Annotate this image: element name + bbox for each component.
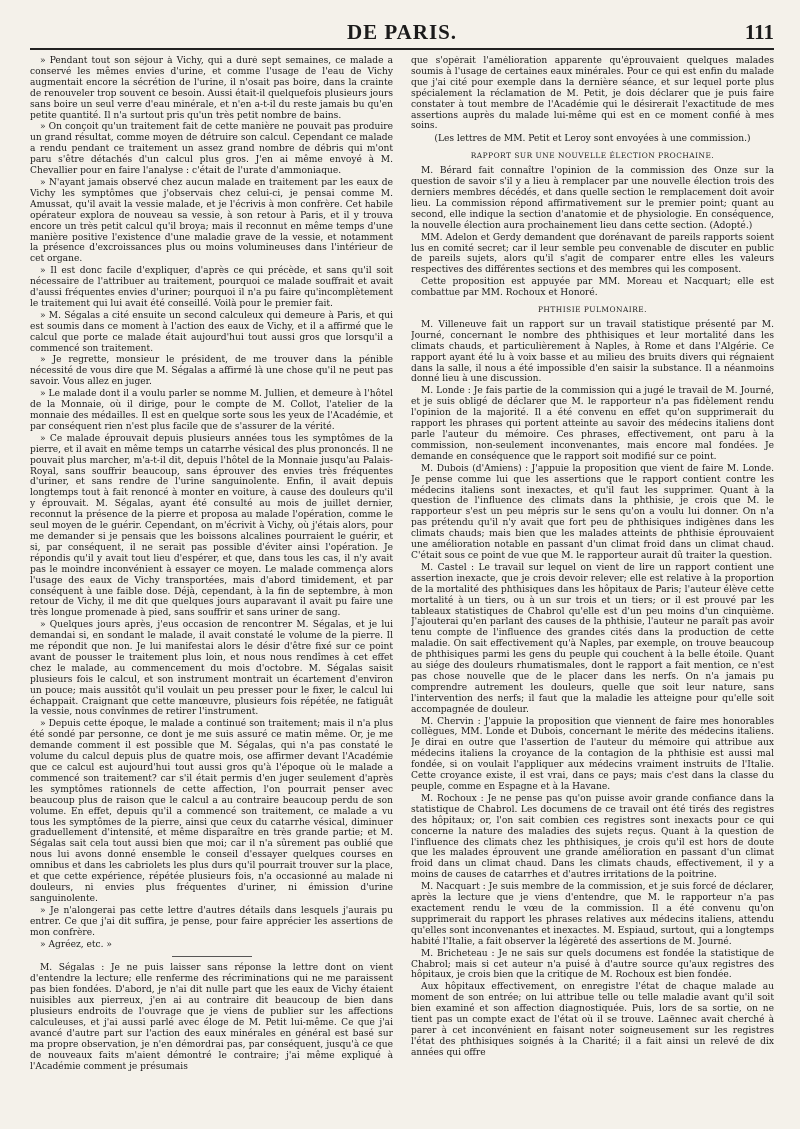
paragraph: M. Chervin : J'appuie la proposition que viennent de faire mes honorables collègues, MM. Londe et Dubois, concernant le mérite des médecins italiens. Je dirai en outre que l'assertion de l'auteur du mémoire qui attribue aux médecins italiens la croyance de la contagion de la phthisie est aussi mal fondée, si on voulait l'appliquer aux médecins vraiment instruits de l'Italie. Cette croyance existe, il est vrai, dans ce pays; mais c'est dans la classe du peuple, comme en Espagne et à la Havane.	[411, 716, 774, 792]
section-heading: PHTHISIE PULMONAIRE.	[537, 305, 648, 315]
section-heading: RAPPORT SUR UNE NOUVELLE ÉLECTION PROCHAINE.	[470, 151, 715, 161]
paragraph: M. Nacquart : Je suis membre de la commission, et je suis forcé de déclarer, après la lecture que je viens d'entendre, que M. le rapporteur n'a pas exactement rendu le vœu de la commission. Il a été convenu qu'on supprimerait du rapport les phrases relatives aux médecins italiens, attendu qu'elles sont inconvenantes et inexactes. M. Espiaud, surtout, qui a longtemps habité l'Italie, a fait observer la légèreté des assertions de M. Journé.	[411, 882, 774, 947]
columns	[30, 56, 774, 1124]
paragraph: » Il est donc facile d'expliquer, d'après ce qui précède, et sans qu'il soit nécessaire de l'attribuer au traitement, pourquoi ce malade souffrait et avait d'aussi fréquentes envies d'uriner; pourquoi il n'a pu faire qu'incomplètement le traitement qui lui avait été conseillé. Voilà pour le premier fait.	[30, 266, 393, 309]
paragraph: M. Dubois (d'Amiens) : J'appuie la proposition que vient de faire M. Londe. Je pense comme lui que les assertions que le rapport contient contre les médecins italiens sont inexactes, et qu'il faut les supprimer. Quant à la question de l'influence des climats dans la phthisie, je crois que M. le rapporteur s'est un peu mépris sur le sens qu'on a voulu lui donner. On n'a pas prétendu qu'il n'y avait que fort peu de phthisiques indigènes dans les climats chauds; mais bien que les malades atteints de phthisie éprouvaient une amélioration notable en passant d'un climat froid dans un climat chaud. C'était sous ce point de vue que M. le rapporteur aurait dû traiter la question.	[411, 463, 774, 561]
paragraph: M. Bricheteau : Je ne sais sur quels documens est fondée la statistique de Chabrol; mais si cet auteur n'a puisé à d'autre source qu'aux registres des hôpitaux, je crois bien que la critique de M. Rochoux est bien fondée.	[411, 948, 774, 981]
paragraph: Cette proposition est appuyée par MM. Moreau et Nacquart; elle est combattue par MM. Rochoux et Honoré.	[411, 277, 774, 299]
paragraph: M. Villeneuve fait un rapport sur un travail statistique présenté par M. Journé, concernant le nombre des phthisiques et leur mortalité dans les climats chauds, et particulièrement à Naples, à Rome et dans l'Algérie. Ce rapport ayant été lu à voix basse et au milieu des bruits divers qui régnaient dans la salle, il nous a été impossible d'en saisir la substance. Il a néanmoins donné lieu à une discussion.	[411, 319, 774, 385]
paragraph: M. Bérard fait connaître l'opinion de la commission des Onze sur la question de savoir s'il y a lieu à remplacer par une nouvelle élection trois des derniers membres décédés, et dans quelle section le remplacement doit avoir lieu. La commission répond affirmativement sur le premier point; quant au second, elle indique la section d'anatomie et de physiologie. En conséquence, la nouvelle élection aura prochainement lieu dans cette section. (Adopté.)	[411, 166, 774, 231]
paragraph: » Je n'alongerai pas cette lettre d'autres détails dans lesquels j'aurais pu entrer. Ce que j'ai dit suffira, je pense, pour faire apprécier les assertions de mon confrère.	[30, 905, 393, 938]
paragraph: M. Rochoux : Je ne pense pas qu'on puisse avoir grande confiance dans la statistique de Chabrol. Les documens de ce travail ont été tirés des registres des hôpitaux; or, l'on sait combien ces registres sont inexacts pour ce qui concerne la nature des maladies des sujets reçus. Quant à la question de l'influence des climats chez les phthisiques, je crois qu'il est hors de doute que les malades éprouvent une grande amélioration en passant d'un climat froid dans un climat chaud. Dans les climats chauds, effectivement, il y a moins de causes de catarrhes et d'autres irritations de la poitrine.	[411, 793, 774, 881]
right-column	[411, 56, 774, 1124]
paragraph: » M. Ségalas a cité ensuite un second calculeux qui demeure à Paris, et qui est soumis dans ce moment à l'action des eaux de Vichy, et il a affirmé que le calcul que porte ce malade était aujourd'hui tout aussi gros que lorsqu'il a commencé son traitement.	[30, 310, 393, 354]
page-title: DE PARIS.	[346, 20, 458, 44]
page-header	[30, 14, 774, 50]
paragraph: M. Castel : Le travail sur lequel on vient de lire un rapport contient une assertion inexacte, que je crois devoir relever; elle est relative à la proportion de la mortalité des phthisiques dans les hôpitaux de Paris; l'auteur élève cette mortalité à un tiers, ou à un sur trois et un tiers; or il est prouvé par les tableaux statistiques de Chabrol qu'elle est d'un peu moins d'un cinquième. J'ajouterai qu'en parlant des causes de la phthisie, l'auteur ne paraît pas avoir tenu compte de l'influence des grandes cités dans la production de cette maladie. On sait effectivement qu'à Naples, par exemple, on trouve beaucoup de phthisiques parmi les gens du peuple qui couchent à la belle étoile. Quant au siége des douleurs rhumatismales, dont le rapport a fait mention, ce n'est pas chose nouvelle que de le placer dans les nerfs. On n'a jamais pu comprendre autrement les douleurs, quelle que soit leur nature, sans l'intervention des nerfs; il faut que la maladie les atteigne pour qu'elle soit accompagnée de douleur.	[411, 562, 774, 715]
paragraph: » Ce malade éprouvait depuis plusieurs années tous les symptômes de la pierre, et il avait en même temps un catarrhe vésical des plus prononcés. Il ne pouvait plus marcher, m'a-t-il dit, depuis l'hôtel de la Monnaie jusqu'au Palais-Royal, sans souffrir beaucoup, sans éprouver des envies très fréquentes d'uriner, et sans rendre de l'urine sanguinolente. Enfin, il avait depuis longtemps tout à fait renoncé à monter en voiture, à cause des douleurs qu'il y éprouvait. M. Ségalas, ayant été consulté au mois de juillet dernier, reconnut la présence de la pierre et proposa au malade l'opération, comme le seul moyen de le guérir. Cependant, on m'écrivit à Vichy, où j'étais alors, pour me demander si je pensais que les boissons alcalines pourraient le guérir, et si, par conséquent, il ne serait pas possible d'éviter ainsi l'opération. Je répondis qu'il y avait tout lieu d'espérer, et que, dans tous les cas, il n'y avait pas le moindre inconvénient à essayer ce moyen. Le malade commença alors l'usage des eaux de Vichy transportées, mais d'abord timidement, et par conséquent à une faible dose. Déjà, cependant, à la fin de septembre, à mon retour de Vichy, il me dit que quelques jours auparavant il avait pu faire une très longue promenade à pied, sans souffrir et sans uriner de sang.	[30, 433, 393, 619]
paragraph: M. Londe : Je fais partie de la commission qui a jugé le travail de M. Journé, et je suis obligé de déclarer que M. le rapporteur n'a pas fidèlement rendu l'opinion de la majorité. Il a été convenu en effet qu'on supprimerait du rapport les phrases qui portent atteinte au savoir des médecins italiens dont parle l'auteur du mémoire. Ces phrases, effectivement, ont paru à la commission, non-seulement inconvenantes, mais encore mal fondées. Je demande en conséquence que le rapport soit modifié sur ce point.	[411, 386, 774, 462]
page-number: 111	[744, 20, 774, 44]
paragraph: » Agréez, etc. »	[40, 939, 112, 950]
paragraph: Aux hôpitaux effectivement, on enregistre l'état de chaque malade au moment de son entrée; on lui attribue telle ou telle maladie avant qu'il soit bien examiné et son affection diagnostiquée. Puis, lors de sa sortie, on ne tient pas un compte exact de l'état où il se trouve. Laënnec avait cherché à parer à cet inconvénient en faisant noter soigneusement sur les registres l'état des phthisiques soignés à la Charité; il a fait ainsi un relevé de dix années qui offre	[411, 982, 774, 1058]
paragraph: » Le malade dont il a voulu parler se nomme M. Jullien, et demeure à l'hôtel de la Monnaie, où il dirige, pour le compte de M. Collot, l'atelier de la monnaie des médailles. Il est en quelque sorte sous les yeux de l'Académie, et par conséquent rien n'est plus facile que de s'assurer de la vérité.	[30, 389, 393, 432]
paragraph: » Depuis cette époque, le malade a continué son traitement; mais il n'a plus été sondé par personne, ce dont je me suis assuré ce matin même. Or, je me demande comment il est possible que M. Ségalas, qui n'a pas constaté le volume du calcul depuis plus de quatre mois, ose affirmer devant l'Académie que ce calcul est aujourd'hui tout aussi gros qu'à l'époque où le malade a commencé son traitement? car s'il était permis d'en juger seulement d'après les symptômes rationnels de cette affection, l'on pourrait penser avec beaucoup plus de raison que le calcul a au contraire beaucoup perdu de son volume. En effet, depuis qu'il a commencé son traitement, ce malade a vu tous les symptômes de la pierre, ainsi que ceux du catarrhe vésical, diminuer graduellement d'intensité, et même disparaître en très grande partie; et M. Ségalas sait cela tout aussi bien que moi; car il n'a sûrement pas oublié que nous lui avons donné ensemble le conseil d'essayer quelques courses en omnibus et dans les cabriolets les plus durs qu'il pourrait trouver sur la place, et que cette expérience, répétée plusieurs fois, n'a occasionné au malade ni douleurs, ni envies plus fréquentes d'uriner, ni émission d'urine sanguinolente.	[30, 719, 393, 904]
divider	[172, 956, 252, 957]
paragraph: M. Ségalas : Je ne puis laisser sans réponse la lettre dont on vient d'entendre la lecture; elle renferme des récriminations qui ne me paraissent pas bien fondées. D'abord, je n'ai dit nulle part que les eaux de Vichy étaient nuisibles aux pierreux, j'en ai au contraire dit beaucoup de bien dans plusieurs endroits de l'ouvrage que je viens de publier sur les affections calculeuses, et j'ai aussi parlé avec éloge de M. Petit lui-même. Ce que j'ai avancé d'autre part sur l'action des eaux minérales en général est basé sur ma propre observation, je n'en démordrai pas, par conséquent, jusqu'à ce que de nouveaux faits m'aient démontré le contraire; j'ai même expliqué à l'Académie comment je présumais	[30, 963, 393, 1072]
paragraph: » N'ayant jamais observé chez aucun malade en traitement par les eaux de Vichy les symptômes que j'observais chez celui-ci, je pensai comme M. Amussat, qu'il avait la vessie malade, et je l'écrivis à mon confrère. Cet habile opérateur explora de nouveau sa vessie, à son retour à Paris, et il y trouva encore un très petit calcul qu'il broya; mais il reconnut en même temps d'une manière positive l'existence d'une maladie grave de la vessie, et notamment la présence d'excroissances plus ou moins volumineuses dans l'intérieur de cet organe.	[30, 177, 393, 265]
paragraph: » Pendant tout son séjour à Vichy, qui a duré sept semaines, ce malade a conservé les mêmes envies d'urine, et comme l'usage de l'eau de Vichy augmentait encore la sécrétion de l'urine, il n'osait pas boire, dans la crainte de renouveler trop souvent ce besoin. Aussi était-il quelquefois plusieurs jours sans boire un seul verre d'eau minérale, et n'en a-t-il du reste jamais bu qu'en petite quantité. Il n'a surtout pris qu'un très petit nombre de bains.	[30, 56, 393, 121]
note: (Les lettres de MM. Petit et Leroy sont envoyées à une commission.)	[434, 134, 751, 145]
paragraph: que s'opérait l'amélioration apparente qu'éprouvaient quelques malades soumis à l'usage de certaines eaux minérales. Pour ce qui est enfin du malade que j'ai cité pour exemple dans la dernière séance, et sur lequel porte plus spécialement la réclamation de M. Petit, je dois déclarer que je puis faire constater à tout membre de l'Académie qui le désirerait l'exactitude de mes assertions auprès du malade lui-même qui est en ce moment confié à mes soins.	[411, 56, 774, 132]
paragraph: » Quelques jours après, j'eus occasion de rencontrer M. Ségalas, et je lui demandai si, en sondant le malade, il avait constaté le volume de la pierre. Il me répondit que non. Je lui manifestai alors le désir d'être fixé sur ce point avant de pousser le traitement plus loin, et nous nous rendîmes à cet effet chez le malade, au commencement du mois d'octobre. M. Ségalas saisit plusieurs fois le calcul, et son instrument montrait un écartement d'environ un pouce; mais aussitôt qu'il voulait un peu presser pour le fixer, le calcul lui échappait. Craignant que cette manœuvre, plusieurs fois répétée, ne fatiguât la vessie, nous convînmes de retirer l'instrument.	[30, 620, 393, 718]
left-column	[30, 56, 393, 1124]
paragraph: MM. Adelon et Gerdy demandent que dorénavant de pareils rapports soient lus en comité secret; car il leur semble peu convenable de discuter en public de pareils sujets, alors qu'il s'agit de comparer entre elles les valeurs respectives des différentes sections et des membres qui les composent.	[411, 232, 774, 276]
paragraph: » On conçoit qu'un traitement fait de cette manière ne pouvait pas produire un grand résultat, comme moyen de détruire son calcul. Cependant ce malade a rendu pendant ce traitement un assez grand nombre de débris qui m'ont paru s'être détachés d'un calcul plus gros. J'en ai même envoyé à M. Chevallier pour en faire l'analyse : c'était de l'urate d'ammoniaque.	[30, 122, 393, 177]
paragraph: » Je regrette, monsieur le président, de me trouver dans la pénible nécessité de vous dire que M. Ségalas a affirmé là une chose qu'il ne peut pas savoir. Vous allez en juger.	[30, 355, 393, 388]
